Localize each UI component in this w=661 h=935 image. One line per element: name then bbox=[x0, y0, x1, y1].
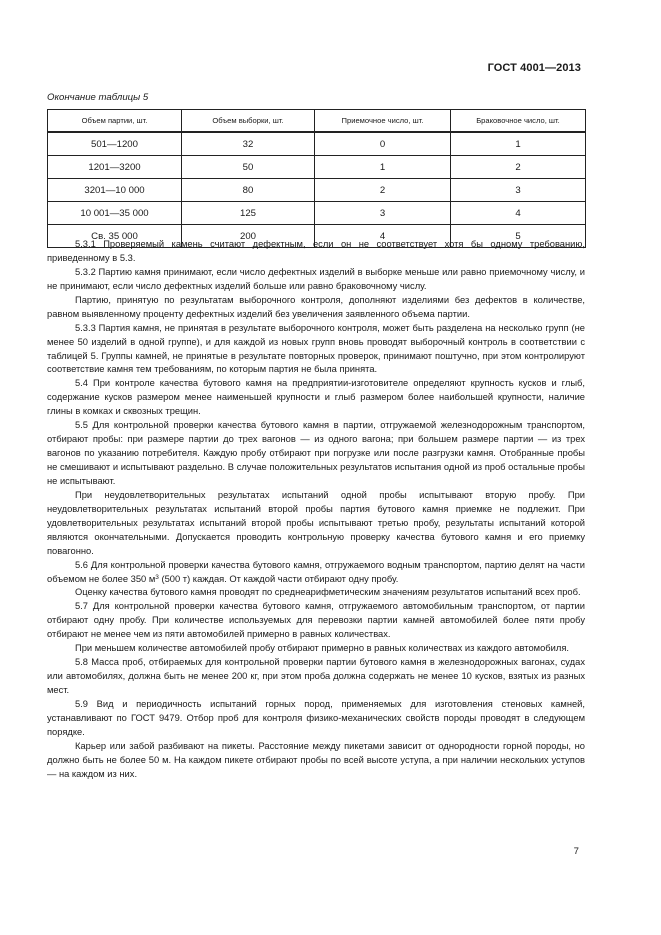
table-cell: 2 bbox=[451, 156, 586, 179]
paragraph-5-3-3: 5.3.3 Партия камня, не принятая в результате выборочного контроля, может быть разделена на несколько групп (не менее 50 изделий в одной группе), и для каждой из новых групп вновь проводят выборочный контроль в соответствии с таблицей 5. Группы камней, не принятые в результате повторных проверок, принимают поштучно, при этом контролируют соответствие камня тем требованиям, по которым партия не была принята. bbox=[47, 322, 585, 375]
table-row bbox=[48, 202, 586, 225]
table-row bbox=[48, 132, 586, 156]
paragraph: При меньшем количестве автомобилей пробу отбирают примерно в равных количествах из каждого автомобиля. bbox=[75, 643, 569, 654]
paragraph-text: (500 т) каждая. От каждой части отбирают одну пробу. bbox=[158, 573, 399, 584]
table-cell: 1 bbox=[451, 132, 586, 156]
paragraph: Карьер или забой разбивают на пикеты. Расстояние между пикетами зависит от однородности горной породы, но должно быть не более 50 м. На каждом пикете отбирают пробы по всей высоте уступа, а при наличии нескольких уступов — на каждом из них. bbox=[47, 740, 585, 779]
table-cell: 4 bbox=[315, 225, 451, 248]
table-cell: 3 bbox=[451, 179, 586, 202]
table-cell: 5 bbox=[451, 225, 586, 248]
table-cell: 125 bbox=[182, 202, 315, 225]
column-header-rejection-number: Браковочное число, шт. bbox=[451, 110, 586, 133]
page-number: 7 bbox=[573, 846, 579, 857]
paragraph: Партию, принятую по результатам выборочного контроля, дополняют изделиями без дефектов в количестве, равном выявленному проценту дефектных изделий без увеличения заявленного объема партии. bbox=[47, 294, 585, 319]
table-cell: 0 bbox=[315, 132, 451, 156]
paragraph-5-3-1: 5.3.1 Проверяемый камень считают дефектным, если он не соответствует хотя бы одному требованию, приведенному в 5.3. bbox=[47, 239, 585, 263]
table-cell: 3201—10 000 bbox=[48, 179, 182, 202]
column-header-sample-size: Объем выборки, шт. bbox=[182, 110, 315, 133]
table-cell: 32 bbox=[182, 132, 315, 156]
paragraph-5-9: 5.9 Вид и периодичность испытаний горных пород, применяемых для изготовления стеновых камней, устанавливают по ГОСТ 9479. Отбор проб для контроля физико-механических свойств породы проводят в следующем порядке. bbox=[47, 698, 585, 737]
paragraph-5-8: 5.8 Масса проб, отбираемых для контрольной проверки партии бутового камня в железнодорожных вагонах, судах или автомобилях, должна быть не менее 200 кг, при этом проба должна содержать не менее 10 кусков, взятых из разных мест. bbox=[47, 657, 585, 695]
paragraph-5-6 bbox=[47, 559, 585, 587]
table-cell: 80 bbox=[182, 179, 315, 202]
table-cell: 50 bbox=[182, 156, 315, 179]
column-header-acceptance-number: Приемочное число, шт. bbox=[315, 110, 451, 133]
sample-size-table bbox=[47, 109, 586, 248]
table-cell: 2 bbox=[315, 179, 451, 202]
superscript: 3 bbox=[155, 573, 159, 581]
table-cell: 200 bbox=[182, 225, 315, 248]
table-cell: 1 bbox=[315, 156, 451, 179]
paragraph-5-5: 5.5 Для контрольной проверки качества бутового камня в партии, отгружаемой железнодорожным транспортом, отбирают пробы: при размере партии до трех вагонов — из одного вагона; при большем размере партии — из трех вагонов по указанию потребителя. Каждую пробу отбирают при погрузке или после разгрузки камня. Отобранные пробы не смешивают и испытывают раздельно. В случае положительных результатов испытания одной из проб остальные пробы не испытывают. bbox=[47, 420, 585, 486]
paragraph-5-4: 5.4 При контроле качества бутового камня на предприятии-изготовителе определяют крупность кусков и глыб, содержание кусков размером менее наименьшей крупности и глыб размером более наибольшей крупности, наличие глины в комках и сквозных трещин. bbox=[47, 378, 585, 417]
table-row bbox=[48, 156, 586, 179]
column-header-lot-size: Объем партии, шт. bbox=[48, 110, 182, 133]
standard-code: ГОСТ 4001—2013 bbox=[487, 62, 581, 74]
table-cell: 10 001—35 000 bbox=[48, 202, 182, 225]
table-cell: 4 bbox=[451, 202, 586, 225]
paragraph: Оценку качества бутового камня проводят по среднеарифметическим значениям результатов испытаний всех проб. bbox=[75, 587, 581, 598]
paragraph-5-7: 5.7 Для контрольной проверки качества бутового камня, отгружаемого автомобильным транспортом, от партии отбирают одну пробу. При количестве используемых для перевозки партии камней автомобилей более пяти пробу отбирают не менее чем из пяти автомобилей примерно в равных количествах. bbox=[47, 601, 585, 640]
table-cell: 501—1200 bbox=[48, 132, 182, 156]
table-row bbox=[48, 179, 586, 202]
table-cell: Св. 35 000 bbox=[48, 225, 182, 248]
table-cell: 3 bbox=[315, 202, 451, 225]
paragraph-text: 5.6 Для контрольной проверки качества бутового камня, отгружаемого водным транспортом, партию делят на части объемом не более 350 м bbox=[47, 559, 585, 584]
table-cell: 1201—3200 bbox=[48, 156, 182, 179]
paragraph-5-3-2: 5.3.2 Партию камня принимают, если число дефектных изделий в выборке меньше или равно приемочному числу, и не принимают, если число дефектных изделий больше или равно браковочному числу. bbox=[47, 266, 585, 291]
body-text bbox=[47, 238, 585, 782]
paragraph: При неудовлетворительных результатах испытаний одной пробы испытывают вторую пробу. При неудовлетворительных результатах испытаний второй пробы партия бутового камня приемке не подлежит. При удовлетворительных результатах испытаний второй пробы испытывают третью пробу, результаты испытаний которой являются окончательными. Допускается проводить контрольную проверку качества бутового камня и его приемку повагонно. bbox=[47, 489, 585, 556]
table-header-row bbox=[48, 110, 586, 133]
table-caption: Окончание таблицы 5 bbox=[47, 92, 149, 103]
